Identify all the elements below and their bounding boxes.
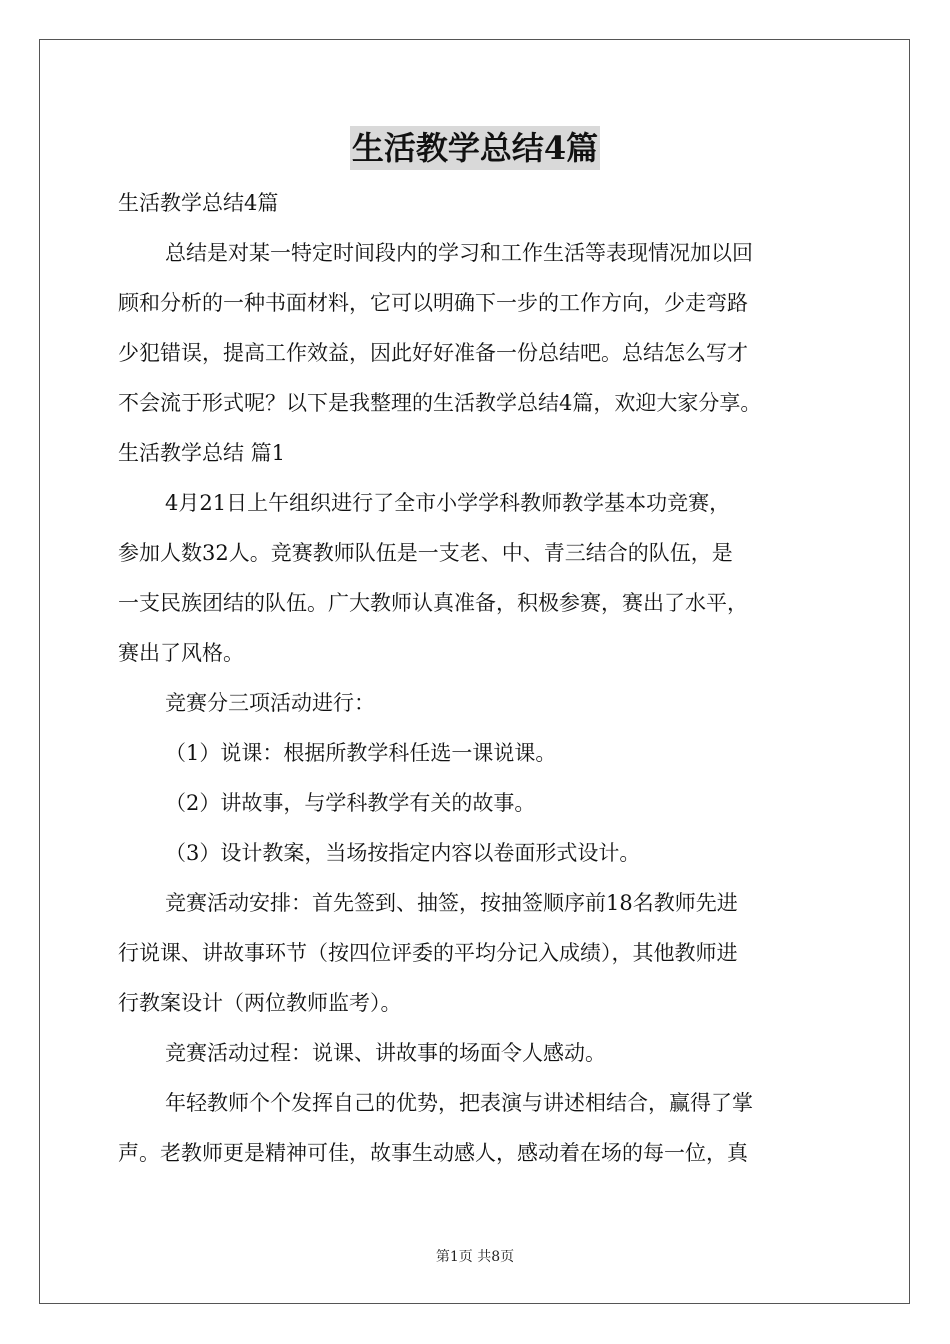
text-line: 生活教学总结 篇1 bbox=[118, 441, 286, 465]
text-line: 参加人数32人。竞赛教师队伍是一支老、中、青三结合的队伍，是 bbox=[118, 541, 733, 565]
text-line: 年轻教师个个发挥自己的优势，把表演与讲述相结合，赢得了掌 bbox=[165, 1091, 753, 1115]
text-line: 顾和分析的一种书面材料，它可以明确下一步的工作方向，少走弯路 bbox=[118, 291, 748, 315]
page-number-footer: 第1页 共8页 bbox=[435, 1249, 515, 1265]
text-line: 竞赛活动安排：首先签到、抽签，按抽签顺序前18名教师先进 bbox=[165, 891, 738, 915]
text-line: （1）说课：根据所教学科任选一课说课。 bbox=[165, 741, 557, 765]
text-line: （2）讲故事，与学科教学有关的故事。 bbox=[165, 791, 536, 815]
text-line: 竞赛分三项活动进行： bbox=[165, 691, 375, 715]
text-line: 声。老教师更是精神可佳，故事生动感人，感动着在场的每一位，真 bbox=[118, 1141, 748, 1165]
document-title: 生活教学总结4篇 bbox=[350, 126, 600, 170]
text-line: （3）设计教案，当场按指定内容以卷面形式设计。 bbox=[165, 841, 641, 865]
text-line: 不会流于形式呢？以下是我整理的生活教学总结4篇，欢迎大家分享。 bbox=[118, 391, 762, 415]
title-container bbox=[0, 126, 950, 170]
text-line: 少犯错误，提高工作效益，因此好好准备一份总结吧。总结怎么写才 bbox=[118, 341, 748, 365]
text-line: 行说课、讲故事环节（按四位评委的平均分记入成绩），其他教师进 bbox=[118, 941, 738, 965]
document-body bbox=[118, 178, 834, 1178]
text-line: 赛出了风格。 bbox=[118, 641, 244, 665]
text-line: 竞赛活动过程：说课、讲故事的场面令人感动。 bbox=[165, 1041, 606, 1065]
text-line: 行教案设计（两位教师监考）。 bbox=[118, 991, 402, 1015]
text-line: 总结是对某一特定时间段内的学习和工作生活等表现情况加以回 bbox=[165, 241, 753, 265]
text-line: 一支民族团结的队伍。广大教师认真准备，积极参赛，赛出了水平， bbox=[118, 591, 748, 615]
text-line: 生活教学总结4篇 bbox=[118, 191, 279, 215]
text-line: 4月21日上午组织进行了全市小学学科教师教学基本功竞赛， bbox=[165, 491, 731, 515]
